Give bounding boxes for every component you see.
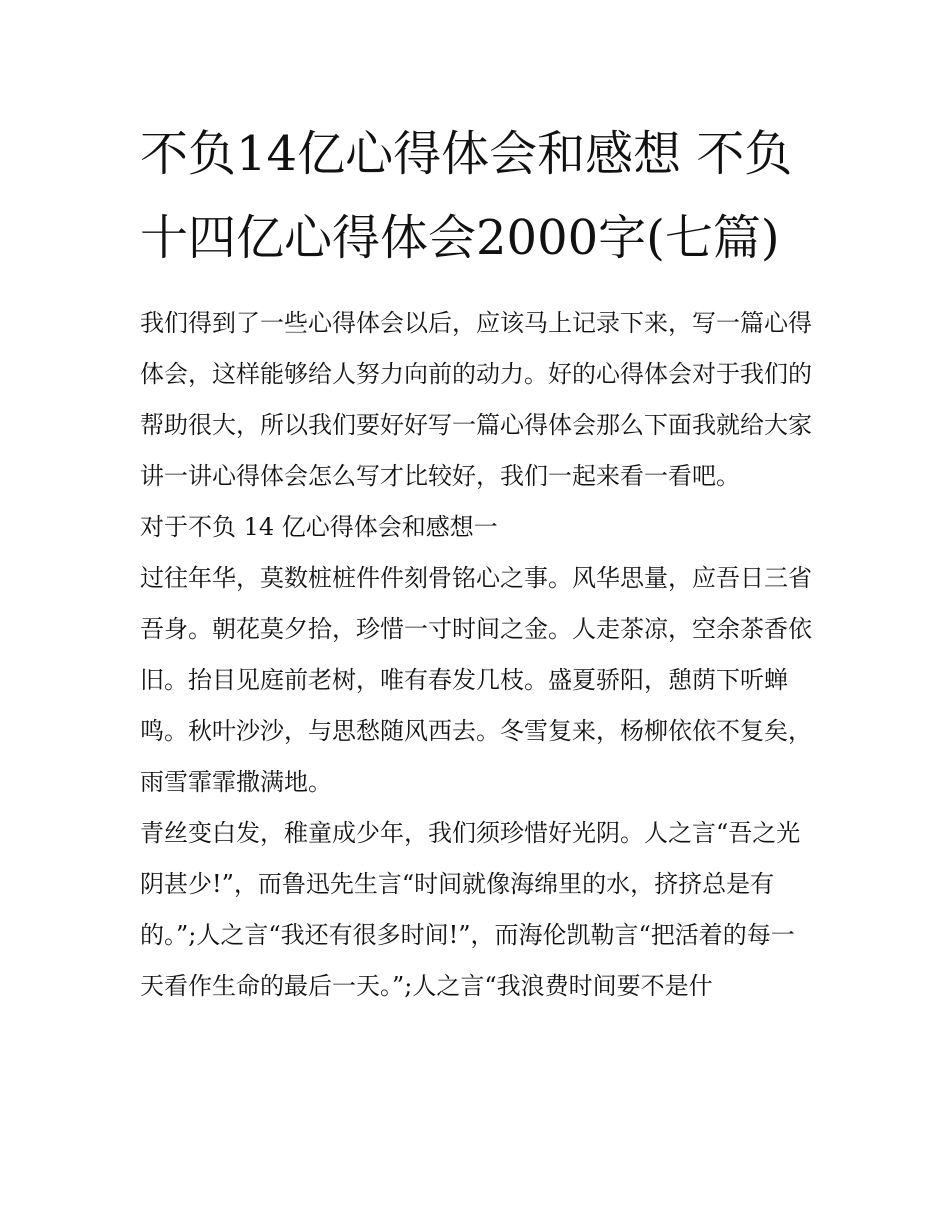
body-paragraph-2: 青丝变白发，稚童成少年，我们须珍惜好光阴。人之言“吾之光阴甚少!”，而鲁迅先生言“时间就像海绵里的水，挤挤总是有的。”;人之言“我还有很多时间!”，而海伦凯勒言“把活着的每一天看作生命的最后一天。”;人之言“我浪费时间要不是什 [140, 819, 801, 1000]
document-body [140, 298, 815, 1012]
body-paragraph-1: 过往年华，莫数桩桩件件刻骨铭心之事。风华思量，应吾日三省吾身。朝花莫夕拾，珍惜一寸时间之金。人走茶凉，空余茶香依旧。抬目见庭前老树，唯有春发几枝。盛夏骄阳，憩荫下听蝉鸣。秋叶沙沙，与思愁随风西去。冬雪复来，杨柳依依不复矣，雨雪霏霏撒满地。 [140, 564, 812, 796]
document-title: 不负14亿心得体会和感想 不负十四亿心得体会2000字(七篇) [140, 126, 793, 266]
intro-paragraph: 我们得到了一些心得体会以后，应该马上记录下来，写一篇心得体会，这样能够给人努力向前的动力。好的心得体会对于我们的帮助很大，所以我们要好好写一篇心得体会那么下面我就给大家讲一讲心得体会怎么写才比较好，我们一起来看一看吧。 [140, 309, 812, 490]
document-page [140, 112, 815, 1012]
section-heading: 对于不负 14 亿心得体会和感想一 [140, 513, 498, 541]
